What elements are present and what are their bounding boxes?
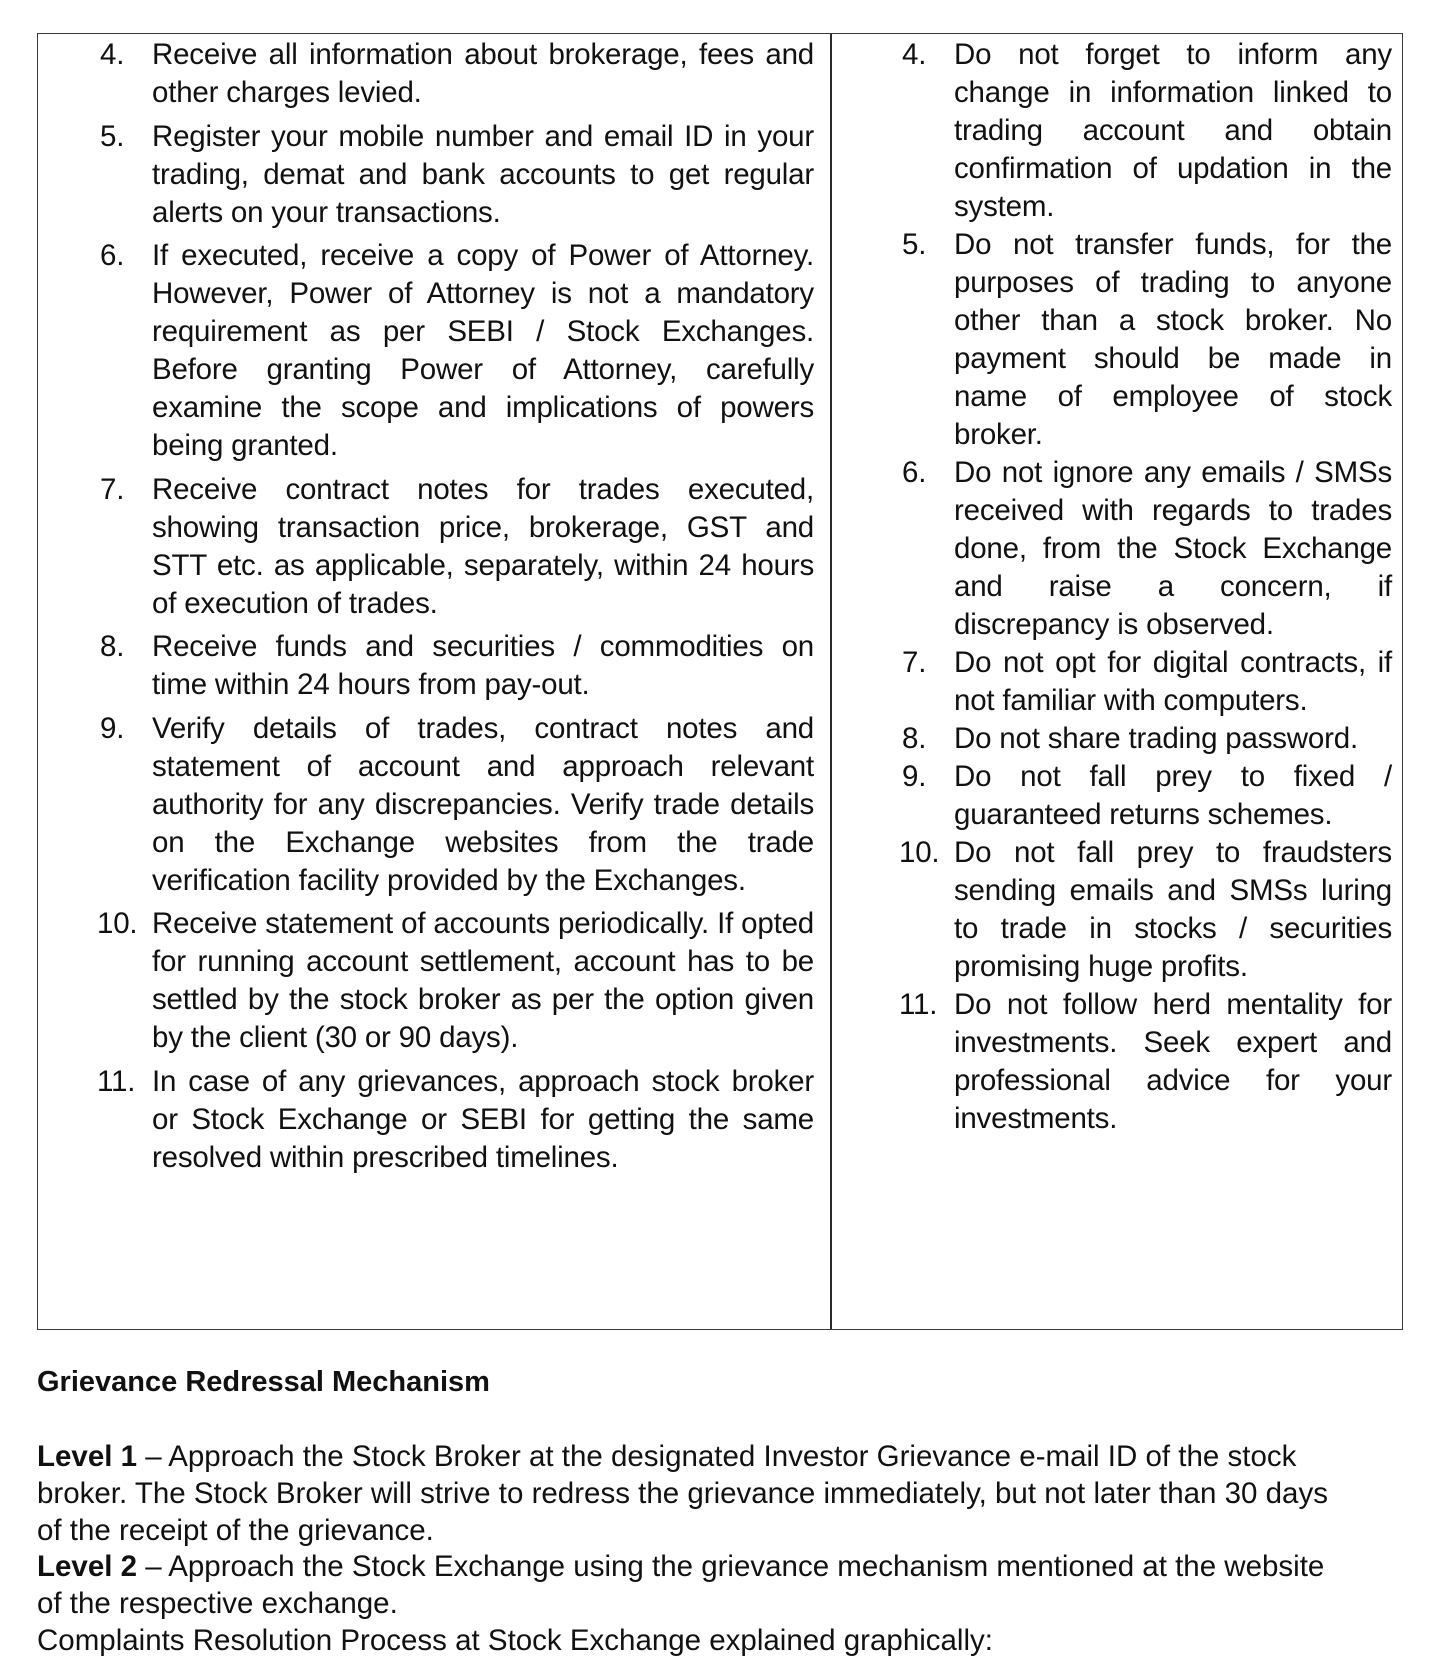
list-item <box>100 237 814 465</box>
item-text: Receive funds and securities / commodities on time within 24 hours from pay-out. <box>152 630 814 701</box>
list-item <box>899 986 1392 1138</box>
item-number: 8. <box>100 630 125 663</box>
item-number: 9. <box>100 711 125 745</box>
item-text: Receive contract notes for trades executed, showing transaction price, brokerage, GST and STT etc. as applicable, separately, within 24 hours of execution of trades. <box>152 472 814 620</box>
list-item <box>97 905 814 1057</box>
list-item <box>100 710 814 900</box>
item-number: 11. <box>899 988 938 1021</box>
item-text: Do not forget to inform any change in information linked to trading account and obtain confirmation of updation in the system. <box>954 38 1392 223</box>
rights-list <box>97 36 814 1177</box>
list-item <box>902 454 1392 644</box>
rights-and-donts-table <box>37 33 1403 1330</box>
item-number: 7. <box>902 646 927 679</box>
level-2-label: Level 2 <box>37 1550 138 1583</box>
item-text: Do not follow herd mentality for investments. Seek expert and professional advice for your investments. <box>954 988 1392 1135</box>
list-item <box>100 118 814 232</box>
item-text: Do not ignore any emails / SMSs received with regards to trades done, from the Stock Exchange and raise a concern, if discrepancy is observed. <box>954 456 1392 641</box>
donts-column <box>899 36 1392 1138</box>
list-item <box>902 720 1392 758</box>
item-text: Do not fall prey to fixed / guaranteed returns schemes. <box>954 760 1392 831</box>
item-number: 8. <box>902 722 927 755</box>
column-divider <box>830 34 832 1329</box>
list-item <box>97 1063 814 1177</box>
item-text: In case of any grievances, approach stock broker or Stock Exchange or SEBI for getting the same resolved within prescribed timelines. <box>152 1064 814 1174</box>
item-text: Do not opt for digital contracts, if not familiar with computers. <box>954 646 1392 717</box>
item-text: Do not share trading password. <box>954 722 1358 755</box>
item-number: 6. <box>902 456 927 489</box>
item-number: 10. <box>97 907 138 940</box>
rights-column <box>97 36 814 1182</box>
list-item <box>100 628 814 704</box>
item-text: Receive all information about brokerage, fees and other charges levied. <box>152 38 814 109</box>
item-text: Verify details of trades, contract notes and statement of account and approach relevant authority for any discrepancies. Verify trade details on the Exchange websites from the trade verification facility provided by the Exchanges. <box>152 711 814 897</box>
item-number: 7. <box>100 472 125 506</box>
list-item <box>100 471 814 623</box>
item-number: 4. <box>902 38 927 71</box>
list-item <box>902 644 1392 720</box>
list-item <box>902 758 1392 834</box>
level-1-text: – Approach the Stock Broker at the designated Investor Grievance e-mail ID of the stock broker. The Stock Broker will strive to redress the grievance immediately, but not later than 30 days of the receipt of the grievance. <box>37 1440 1328 1547</box>
item-number: 5. <box>902 228 927 261</box>
level-2-paragraph <box>37 1548 1337 1622</box>
item-number: 10. <box>899 836 940 869</box>
item-text: Receive statement of accounts periodically. If opted for running account settlement, account has to be settled by the stock broker as per the option given by the client (30 or 90 days). <box>152 907 814 1054</box>
list-item <box>902 36 1392 226</box>
level-2-text: – Approach the Stock Exchange using the grievance mechanism mentioned at the website of the respective exchange. <box>37 1550 1325 1620</box>
item-number: 6. <box>100 239 125 272</box>
list-item <box>899 834 1392 986</box>
level-1-paragraph <box>37 1438 1337 1549</box>
list-item <box>902 226 1392 454</box>
item-text: Do not fall prey to fraudsters sending emails and SMSs luring to trade in stocks / securities promising huge profits. <box>954 836 1392 983</box>
donts-list <box>899 36 1392 1138</box>
list-item <box>100 36 814 112</box>
section-heading: Grievance Redressal Mechanism <box>37 1366 490 1398</box>
item-number: 9. <box>902 760 927 793</box>
level-1-label: Level 1 <box>37 1440 138 1473</box>
closing-line: Complaints Resolution Process at Stock Exchange explained graphically: <box>37 1624 993 1657</box>
item-text: Do not transfer funds, for the purposes of trading to anyone other than a stock broker. No payment should be made in name of employee of stock broker. <box>954 228 1392 451</box>
item-number: 11. <box>97 1064 136 1098</box>
item-number: 5. <box>100 119 125 153</box>
item-text: If executed, receive a copy of Power of Attorney. However, Power of Attorney is not a mandatory requirement as per SEBI / Stock Exchanges. Before granting Power of Attorney, carefully examine the scope and implications of powers being granted. <box>152 239 814 462</box>
item-text: Register your mobile number and email ID in your trading, demat and bank accounts to get regular alerts on your transactions. <box>152 119 814 229</box>
item-number: 4. <box>100 38 125 71</box>
